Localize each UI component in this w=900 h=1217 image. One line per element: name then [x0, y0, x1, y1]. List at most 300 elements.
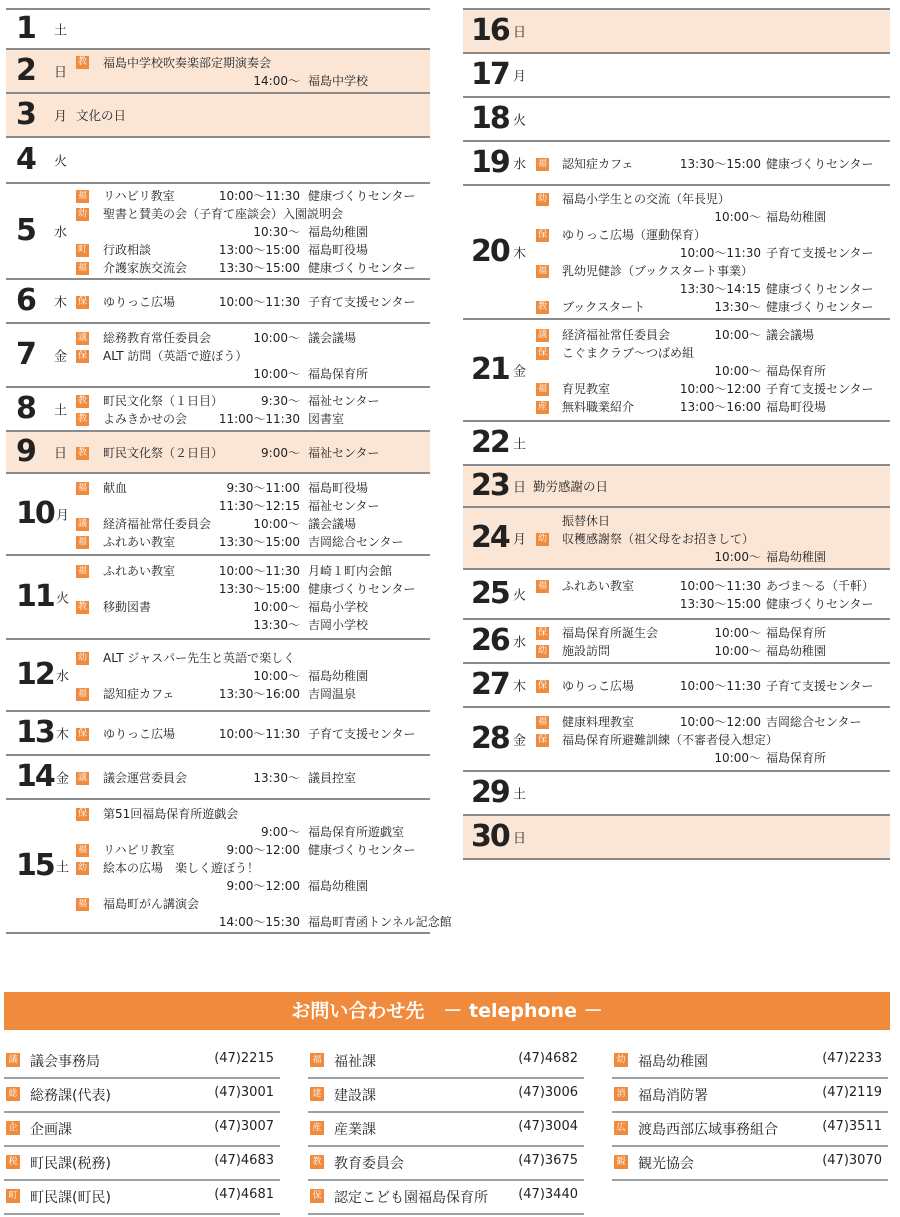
category-badge: 教: [77, 396, 87, 406]
day-number: 14: [16, 759, 54, 794]
category-badge: 教: [77, 57, 87, 67]
department-name: 渡島西部広域事務組合: [638, 1122, 778, 1138]
day-of-week: 土: [513, 437, 527, 453]
category-badge: 福: [77, 263, 87, 273]
day-number: 16: [471, 13, 509, 48]
event-time: 10:00～: [714, 364, 761, 378]
department-badge: 建: [310, 1087, 324, 1101]
calendar-day-6: [6, 278, 430, 322]
category-badge: 保: [537, 735, 547, 745]
calendar-day-1: [6, 8, 430, 48]
event-place: 福島幼稚園: [308, 669, 369, 683]
event-title: 聖書と賛美の会（子育て座談会）入園説明会: [103, 207, 344, 221]
event-title: 認知症カフェ: [562, 157, 634, 171]
event-title: ALT ジャスパー先生と英語で楽しく: [103, 651, 296, 665]
calendar-day-28: [463, 706, 890, 770]
event-time: 14:00～: [253, 74, 300, 88]
department-name: 福島幼稚園: [638, 1054, 708, 1070]
event-time: 10:00～11:30: [218, 727, 300, 741]
department-name: 企画課: [30, 1122, 72, 1138]
event-time: 10:00～: [714, 328, 761, 342]
event-title: 献血: [103, 481, 128, 495]
calendar-day-11: [6, 554, 430, 638]
event-place: 議員控室: [308, 771, 357, 785]
day-number: 25: [471, 576, 509, 611]
event-place: 福島町役場: [308, 481, 369, 495]
event-time: 9:00～: [261, 825, 300, 839]
holiday-name: 勤労感謝の日: [533, 479, 609, 494]
day-of-week: 日: [54, 446, 68, 462]
department-name: 町民課(町民): [30, 1190, 111, 1206]
calendar-day-26: [463, 618, 890, 662]
calendar-day-25: [463, 568, 890, 618]
event-place: 健康づくりセンター: [766, 597, 874, 611]
category-badge: 教: [77, 414, 87, 424]
day-of-week: 土: [54, 23, 68, 39]
event-place: 福島保育所: [308, 367, 369, 381]
category-badge: 幼: [537, 534, 547, 544]
day-of-week: 日: [54, 65, 68, 81]
event-place: 福島保育所: [766, 364, 827, 378]
calendar-day-10: [6, 472, 430, 554]
event-time: 9:30～: [261, 394, 300, 408]
category-badge: 保: [537, 681, 547, 691]
calendar-left-column: [6, 8, 452, 934]
contact-row: [612, 1079, 888, 1113]
event-title: ふれあい教室: [103, 564, 176, 578]
department-name: 町民課(税務): [30, 1156, 111, 1172]
day-number: 8: [16, 391, 35, 426]
phone-number: (47)3675: [518, 1153, 578, 1168]
event-title: 福島小学生との交流（年長児）: [562, 192, 731, 206]
event-title: 福島中学校吹奏楽部定期演奏会: [103, 56, 272, 70]
event-time: 11:30～12:15: [218, 499, 300, 513]
calendar-day-24: [463, 506, 890, 568]
event-place: 議会議場: [308, 331, 357, 345]
event-time: 10:00～11:30: [218, 295, 300, 309]
category-badge: 福: [77, 689, 87, 699]
day-number: 30: [471, 819, 509, 854]
day-number: 29: [471, 775, 509, 810]
day-number: 1: [16, 11, 35, 46]
day-of-week: 木: [56, 727, 70, 743]
event-time: 10:00～: [253, 517, 300, 531]
contact-row: [4, 1181, 280, 1215]
category-badge: 福: [77, 845, 87, 855]
event-title: リハビリ教室: [103, 843, 175, 857]
event-time: 13:30～15:00: [218, 582, 300, 596]
event-title: 乳幼児健診（ブックスタート事業）: [562, 264, 754, 278]
calendar-day-12: [6, 638, 430, 710]
day-of-week: 火: [54, 154, 68, 170]
calendar-day-17: [463, 52, 890, 96]
event-title: 福島保育所誕生会: [562, 626, 659, 640]
calendar-day-22: [463, 420, 890, 464]
event-title: 経済福祉常任委員会: [562, 328, 671, 342]
phone-number: (47)2119: [822, 1085, 882, 1100]
event-title: 第51回福島保育所遊戯会: [103, 807, 239, 821]
day-of-week: 月: [54, 109, 68, 125]
contact-column: [612, 1045, 888, 1181]
calendar-day-7: [6, 322, 430, 386]
calendar-day-3: [6, 92, 430, 136]
day-number: 19: [471, 145, 509, 180]
event-time: 13:30～15:00: [218, 261, 300, 275]
day-number: 9: [16, 434, 35, 469]
event-place: 健康づくりセンター: [308, 843, 416, 857]
day-number: 27: [471, 667, 509, 702]
day-number: 15: [16, 848, 54, 883]
day-number: 3: [16, 97, 35, 132]
event-time: 13:30～: [714, 300, 761, 314]
department-name: 総務課(代表): [30, 1088, 111, 1104]
category-badge: 幼: [77, 653, 87, 663]
event-title: 無料職業紹介: [562, 400, 635, 414]
contact-row: [612, 1147, 888, 1181]
category-badge: 保: [537, 230, 547, 240]
calendar-day-2: [6, 48, 430, 92]
department-name: 福島消防署: [638, 1088, 708, 1104]
event-place: 健康づくりセンター: [766, 300, 874, 314]
day-of-week: 火: [513, 113, 527, 129]
event-time: 10:00～: [714, 751, 761, 765]
event-title: 福島町がん講演会: [103, 897, 200, 911]
contact-row: [4, 1113, 280, 1147]
calendar-day-21: [463, 318, 890, 420]
day-number: 11: [16, 579, 54, 614]
event-title: 収穫感謝祭（祖父母をお招きして）: [562, 532, 755, 546]
event-time: 10:00～: [714, 626, 761, 640]
event-place: 月崎１町内会館: [308, 564, 393, 578]
day-of-week: 金: [54, 349, 68, 365]
department-badge: 町: [6, 1189, 20, 1203]
event-time: 10:00～: [253, 367, 300, 381]
calendar-day-15: [6, 798, 452, 934]
category-badge: 町: [77, 245, 87, 255]
phone-number: (47)3004: [518, 1119, 578, 1134]
calendar-day-30: [463, 814, 890, 860]
calendar-day-23: [463, 464, 890, 506]
calendar-day-5: [6, 182, 430, 278]
contact-row: [4, 1079, 280, 1113]
event-place: 吉岡総合センター: [766, 715, 862, 729]
event-title: 振替休日: [562, 514, 611, 528]
event-place: 図書室: [308, 412, 345, 426]
event-place: あづま～る（千軒）: [766, 579, 875, 593]
event-title: 福島保育所避難訓練（不審者侵入想定）: [562, 733, 779, 747]
category-badge: 教: [77, 448, 87, 458]
event-time: 13:00～16:00: [679, 400, 761, 414]
department-badge: 幼: [614, 1053, 628, 1067]
day-of-week: 木: [513, 679, 527, 695]
event-title: ゆりっこ広場: [562, 679, 635, 693]
day-number: 12: [16, 657, 54, 692]
day-of-week: 水: [56, 669, 70, 685]
day-of-week: 日: [513, 831, 527, 847]
event-title: 町民文化祭（１日目）: [103, 394, 224, 408]
day-number: 21: [471, 352, 509, 387]
event-time: 13:30～: [253, 771, 300, 785]
department-name: 観光協会: [638, 1156, 694, 1172]
holiday-name: 文化の日: [76, 108, 127, 123]
day-number: 4: [16, 142, 35, 177]
event-place: 福島幼稚園: [308, 879, 369, 893]
day-of-week: 月: [513, 69, 527, 85]
event-time: 10:00～: [253, 600, 300, 614]
department-badge: 観: [614, 1155, 628, 1169]
event-title: ゆりっこ広場: [103, 295, 176, 309]
event-title: 総務教育常任委員会: [103, 331, 212, 345]
calendar-right-column: [463, 8, 890, 860]
event-time: 14:00～15:30: [218, 915, 300, 929]
contact-row: [308, 1181, 584, 1215]
calendar-day-9: [6, 430, 430, 472]
day-number: 7: [16, 337, 35, 372]
department-badge: 保: [310, 1189, 324, 1203]
event-time: 9:00～12:00: [226, 843, 300, 857]
event-time: 10:00～12:00: [679, 382, 761, 396]
calendar-day-18: [463, 96, 890, 140]
department-badge: 企: [6, 1121, 20, 1135]
day-number: 28: [471, 721, 509, 756]
day-number: 18: [471, 101, 509, 136]
event-place: 吉岡温泉: [308, 687, 357, 701]
event-title: 行政相談: [103, 243, 152, 257]
category-badge: 保: [77, 809, 87, 819]
day-number: 17: [471, 57, 509, 92]
department-badge: 福: [310, 1053, 324, 1067]
day-number: 2: [16, 53, 35, 88]
day-of-week: 月: [56, 508, 70, 524]
day-number: 20: [471, 234, 509, 269]
day-of-week: 木: [513, 246, 527, 262]
category-badge: 保: [77, 297, 87, 307]
event-time: 10:00～: [714, 210, 761, 224]
day-of-week: 火: [56, 591, 70, 607]
department-badge: 総: [6, 1087, 20, 1101]
category-badge: 教: [77, 602, 87, 612]
phone-number: (47)4683: [214, 1153, 274, 1168]
day-of-week: 日: [513, 480, 527, 496]
phone-number: (47)4681: [214, 1187, 274, 1202]
event-place: 吉岡小学校: [308, 618, 369, 632]
category-badge: 保: [537, 348, 547, 358]
phone-number: (47)2233: [822, 1051, 882, 1066]
category-badge: 福: [77, 566, 87, 576]
event-title: 施設訪問: [562, 644, 611, 658]
calendar-day-29: [463, 770, 890, 814]
event-title: よみきかせの会: [103, 412, 188, 426]
calendar-day-4: [6, 136, 430, 182]
event-title: 介護家族交流会: [103, 261, 188, 275]
event-time: 10:00～: [714, 644, 761, 658]
category-badge: 教: [537, 302, 547, 312]
phone-number: (47)2215: [214, 1051, 274, 1066]
event-time: 13:30～14:15: [679, 282, 761, 296]
event-place: 福島幼稚園: [766, 644, 827, 658]
day-number: 23: [471, 468, 509, 503]
phone-number: (47)3511: [822, 1119, 882, 1134]
event-time: 10:00～11:30: [679, 246, 761, 260]
day-of-week: 土: [513, 787, 527, 803]
event-time: 9:30～11:00: [226, 481, 300, 495]
event-place: 福島幼稚園: [766, 550, 827, 564]
event-time: 10:00～11:30: [218, 189, 300, 203]
contact-row: [612, 1045, 888, 1079]
event-title: ふれあい教室: [103, 535, 176, 549]
event-time: 13:30～15:00: [679, 597, 761, 611]
day-number: 10: [16, 496, 54, 531]
event-place: 福島幼稚園: [766, 210, 827, 224]
event-place: 健康づくりセンター: [308, 582, 416, 596]
phone-number: (47)3007: [214, 1119, 274, 1134]
event-place: 議会議場: [308, 517, 357, 531]
category-badge: 福: [77, 483, 87, 493]
event-time: 13:30～15:00: [679, 157, 761, 171]
event-time: 11:00～11:30: [218, 412, 300, 426]
event-place: 議会議場: [766, 328, 815, 342]
event-time: 10:00～12:00: [679, 715, 761, 729]
event-place: 子育て支援センター: [766, 679, 874, 693]
category-badge: 福: [537, 159, 547, 169]
event-time: 10:00～11:30: [679, 679, 761, 693]
event-place: 福島中学校: [308, 74, 369, 88]
category-badge: 議: [77, 519, 87, 529]
category-badge: 保: [77, 729, 87, 739]
event-time: 10:00～: [253, 669, 300, 683]
event-time: 13:00～15:00: [218, 243, 300, 257]
contact-row: [4, 1147, 280, 1181]
event-place: 福島幼稚園: [308, 225, 369, 239]
event-place: 福島町役場: [308, 243, 369, 257]
event-time: 10:00～: [253, 331, 300, 345]
event-time: 13:30～15:00: [218, 535, 300, 549]
event-time: 10:00～: [714, 550, 761, 564]
event-place: 子育て支援センター: [308, 295, 416, 309]
category-badge: 保: [77, 351, 87, 361]
day-of-week: 水: [513, 157, 527, 173]
day-number: 5: [16, 213, 35, 248]
event-title: ALT 訪問（英語で遊ぼう）: [103, 349, 248, 363]
day-number: 6: [16, 283, 35, 318]
event-place: 健康づくりセンター: [308, 261, 416, 275]
department-badge: 広: [614, 1121, 628, 1135]
calendar-day-19: [463, 140, 890, 184]
event-place: 吉岡総合センター: [308, 535, 404, 549]
category-badge: 福: [77, 899, 87, 909]
event-place: 福島小学校: [308, 600, 369, 614]
event-place: 子育て支援センター: [766, 382, 874, 396]
event-title: ブックスタート: [562, 300, 646, 314]
department-badge: 議: [6, 1053, 20, 1067]
day-of-week: 水: [513, 635, 527, 651]
calendar-day-27: [463, 662, 890, 706]
event-time: 13:30～: [253, 618, 300, 632]
event-place: 福島保育所: [766, 626, 827, 640]
department-name: 認定こども園福島保育所: [334, 1190, 488, 1206]
category-badge: 議: [537, 330, 547, 340]
department-name: 議会事務局: [30, 1054, 100, 1070]
contact-column: [4, 1045, 280, 1215]
event-title: 健康料理教室: [562, 715, 635, 729]
event-place: 健康づくりセンター: [308, 189, 416, 203]
event-place: 福島町役場: [766, 400, 827, 414]
event-place: 福祉センター: [308, 499, 380, 513]
event-time: 9:00～12:00: [226, 879, 300, 893]
calendar-day-13: [6, 710, 430, 754]
day-of-week: 金: [56, 771, 70, 787]
event-time: 10:00～11:30: [679, 579, 761, 593]
event-title: ゆりっこ広場: [103, 727, 176, 741]
contact-row: [308, 1079, 584, 1113]
category-badge: 福: [77, 191, 87, 201]
event-title: 議会運営委員会: [103, 771, 188, 785]
category-badge: 議: [77, 773, 87, 783]
contact-row: [308, 1045, 584, 1079]
event-place: 子育て支援センター: [308, 727, 416, 741]
category-badge: 産: [537, 402, 547, 412]
category-badge: 幼: [77, 863, 87, 873]
phone-number: (47)4682: [518, 1051, 578, 1066]
day-number: 22: [471, 425, 509, 460]
calendar-day-16: [463, 8, 890, 52]
department-badge: 消: [614, 1087, 628, 1101]
contact-column: [308, 1045, 584, 1215]
day-of-week: 火: [513, 588, 527, 604]
contact-header: お問い合わせ先 － telephone －: [4, 992, 890, 1030]
day-of-week: 金: [513, 364, 527, 380]
day-number: 26: [471, 623, 509, 658]
event-time: 9:00～: [261, 446, 300, 460]
event-title: ふれあい教室: [562, 579, 635, 593]
event-time: 10:00～11:30: [218, 564, 300, 578]
category-badge: 福: [77, 537, 87, 547]
day-of-week: 土: [56, 860, 70, 876]
contact-row: [4, 1045, 280, 1079]
category-badge: 幼: [77, 209, 87, 219]
event-place: 健康づくりセンター: [766, 157, 874, 171]
event-place: 福祉センター: [308, 394, 380, 408]
day-number: 13: [16, 715, 54, 750]
category-badge: 幼: [537, 194, 547, 204]
department-name: 建設課: [334, 1088, 376, 1104]
event-title: リハビリ教室: [103, 189, 175, 203]
event-title: 移動図書: [103, 600, 152, 614]
event-place: 福島保育所遊戯室: [308, 825, 405, 839]
day-of-week: 金: [513, 733, 527, 749]
category-badge: 福: [537, 384, 547, 394]
event-title: こぐまクラブ～つばめ組: [562, 346, 695, 360]
department-name: 産業課: [334, 1122, 376, 1138]
event-time: 13:30～16:00: [218, 687, 300, 701]
event-title: 育児教室: [562, 382, 611, 396]
phone-number: (47)3006: [518, 1085, 578, 1100]
calendar-day-8: [6, 386, 430, 430]
event-title: 認知症カフェ: [103, 687, 175, 701]
contact-row: [308, 1113, 584, 1147]
event-title: 町民文化祭（２日目）: [103, 446, 224, 460]
calendar-day-14: [6, 754, 430, 798]
event-title: ゆりっこ広場（運動保育）: [562, 228, 707, 242]
category-badge: 福: [537, 581, 547, 591]
phone-number: (47)3440: [518, 1187, 578, 1202]
department-badge: 産: [310, 1121, 324, 1135]
category-badge: 福: [537, 266, 547, 276]
phone-number: (47)3070: [822, 1153, 882, 1168]
contact-row: [612, 1113, 888, 1147]
event-place: 福祉センター: [308, 446, 380, 460]
day-of-week: 土: [54, 403, 68, 419]
